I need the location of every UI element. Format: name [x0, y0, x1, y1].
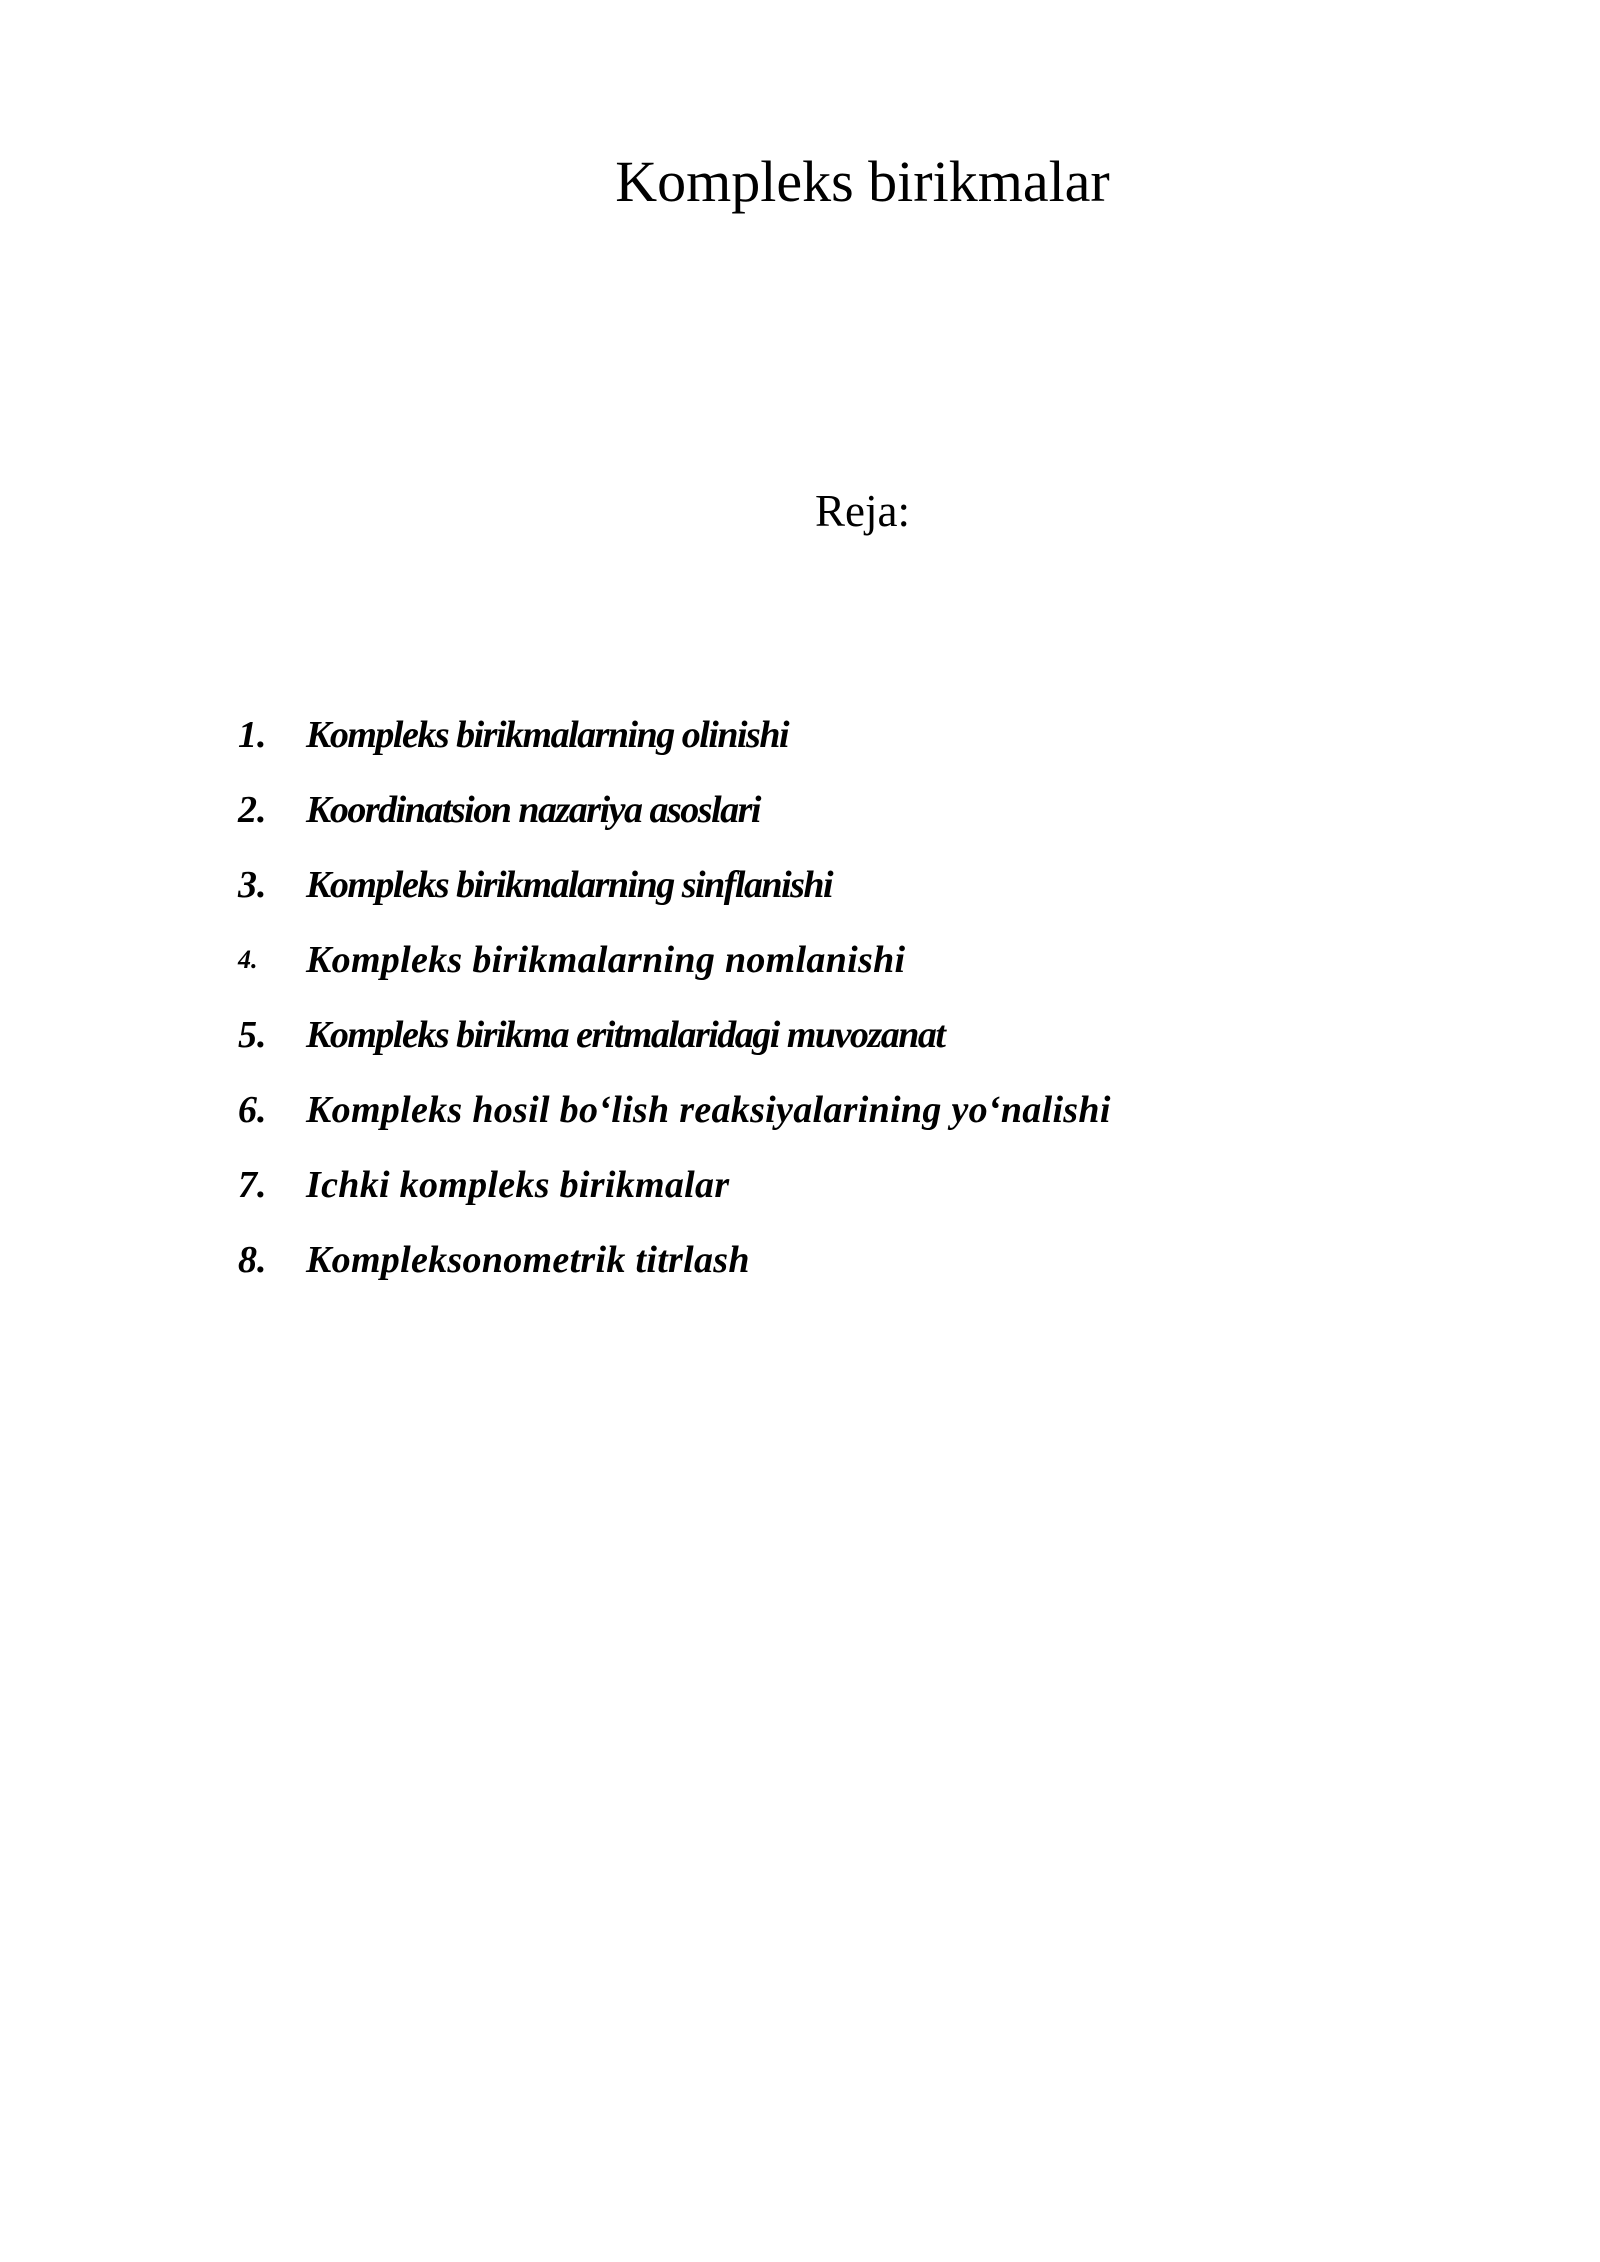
plan-heading: Reja:	[815, 486, 910, 536]
plan-list	[238, 697, 1111, 1297]
plan-item-text: Kompleks birikmalarning nomlanishi	[306, 938, 906, 981]
plan-item-1	[238, 697, 1111, 772]
plan-item-text: Kompleks birikmalarning sinflanishi	[306, 863, 833, 906]
plan-item-number: 5.	[238, 1013, 267, 1056]
plan-item-number: 2.	[238, 788, 267, 831]
plan-item-number: 7.	[238, 1163, 267, 1206]
plan-item-number: 1.	[238, 713, 267, 756]
plan-item-8	[238, 1222, 1111, 1297]
plan-item-4	[238, 922, 1111, 997]
plan-item-text: Kompleks birikma eritmalaridagi muvozanat	[306, 1013, 945, 1056]
plan-item-number: 3.	[238, 863, 267, 906]
plan-item-number: 8.	[238, 1238, 267, 1281]
plan-item-text: Ichki kompleks birikmalar	[306, 1163, 730, 1206]
plan-item-6	[238, 1072, 1111, 1147]
plan-item-2	[238, 772, 1111, 847]
plan-item-text: Koordinatsion nazariya asoslari	[306, 788, 760, 831]
plan-item-5	[238, 997, 1111, 1072]
plan-item-number: 6.	[238, 1088, 267, 1131]
plan-item-number: 4.	[238, 944, 258, 974]
plan-item-text: Kompleks birikmalarning olinishi	[306, 713, 789, 756]
plan-item-text: Kompleksonometrik titrlash	[306, 1238, 750, 1281]
plan-item-text: Kompleks hosil bo‘lish reaksiyalarining yo‘nalishi	[306, 1088, 1111, 1131]
document-title: Kompleks birikmalar	[615, 149, 1110, 214]
plan-item-3	[238, 847, 1111, 922]
plan-item-7	[238, 1147, 1111, 1222]
